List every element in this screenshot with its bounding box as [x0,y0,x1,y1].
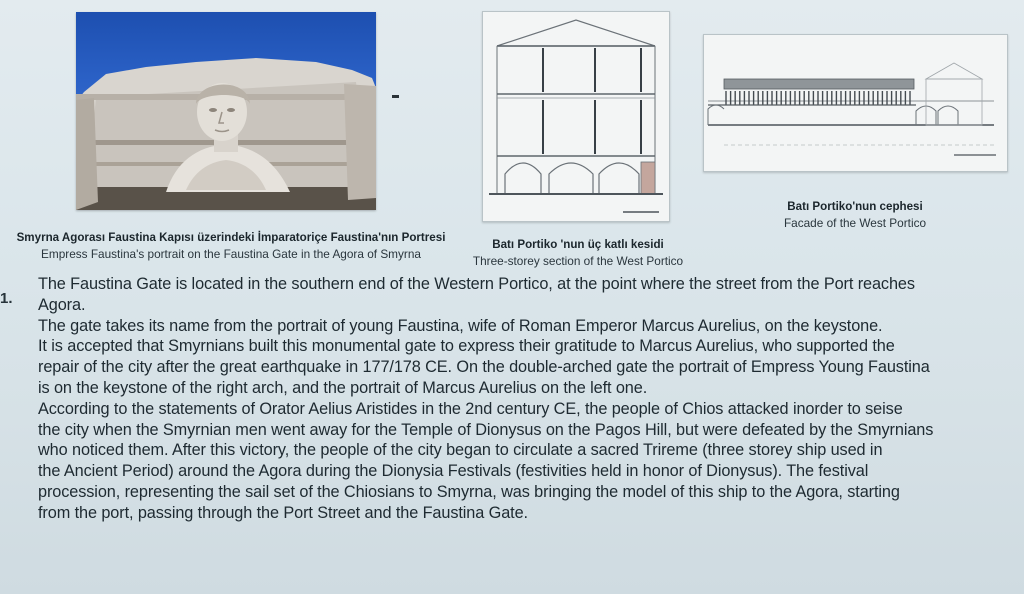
portrait-caption-english: Empress Faustina's portrait on the Faustina Gate in the Agora of Smyrna [41,247,421,261]
facade-caption-turkish: Batı Portiko'nun cephesi [787,200,923,213]
body-text [38,274,1024,524]
separator-dash [392,95,399,98]
facade-caption [746,198,964,232]
body-line: According to the statements of Orator Aelius Aristides in the 2nd century CE, the people of Chios attacked inorder to seise [38,399,903,418]
body-line: procession, representing the sail set of the Chiosians to Smyrna, was bringing the model of this ship to the Agora, starting [38,482,900,501]
body-line: is on the keystone of the right arch, and the portrait of Marcus Aurelius on the left one. [38,378,648,397]
paragraph-number: 1. [0,290,13,307]
body-line: repair of the city after the great earthquake in 177/178 CE. On the double-arched gate the portrait of Empress Young Faustina [38,358,930,377]
section-caption-turkish: Batı Portiko 'nun üç katlı kesidi [492,238,664,251]
body-line: the city when the Smyrnian men went away for the Temple of Dionysus on the Pagos Hill, but were defeated by the Smyrnians [38,420,934,439]
body-line: The gate takes its name from the portrait of young Faustina, wife of Roman Emperor Marcus Aurelius, on the keystone. [38,316,883,335]
facade-caption-english: Facade of the West Portico [783,216,927,230]
portrait-caption-turkish: Smyrna Agorası Faustina Kapısı üzerindeki İmparatoriçe Faustina'nın Portresi [16,231,446,244]
west-portico-section-drawing [482,11,670,222]
section-caption [462,236,694,270]
body-line: who noticed them. After this victory, the people of the city began to circulate a sacred Trireme (three storey ship used in [38,441,883,460]
portrait-caption [0,229,462,263]
body-line: The Faustina Gate is located in the southern end of the Western Portico, at the point where the street from the Port reaches [38,275,915,293]
section-caption-english: Three-storey section of the West Portico [472,254,684,268]
body-line: the Ancient Period) around the Agora during the Dionysia Festivals (festivities held in honor of Dionysus). The festival [38,462,869,481]
body-line: Agora. [38,295,86,314]
body-line: It is accepted that Smyrnians built this monumental gate to express their gratitude to Marcus Aurelius, who supported the [38,337,895,356]
body-line: from the port, passing through the Port Street and the Faustina Gate. [38,503,528,522]
west-portico-facade-drawing [703,34,1008,172]
faustina-portrait-photo [76,12,376,210]
